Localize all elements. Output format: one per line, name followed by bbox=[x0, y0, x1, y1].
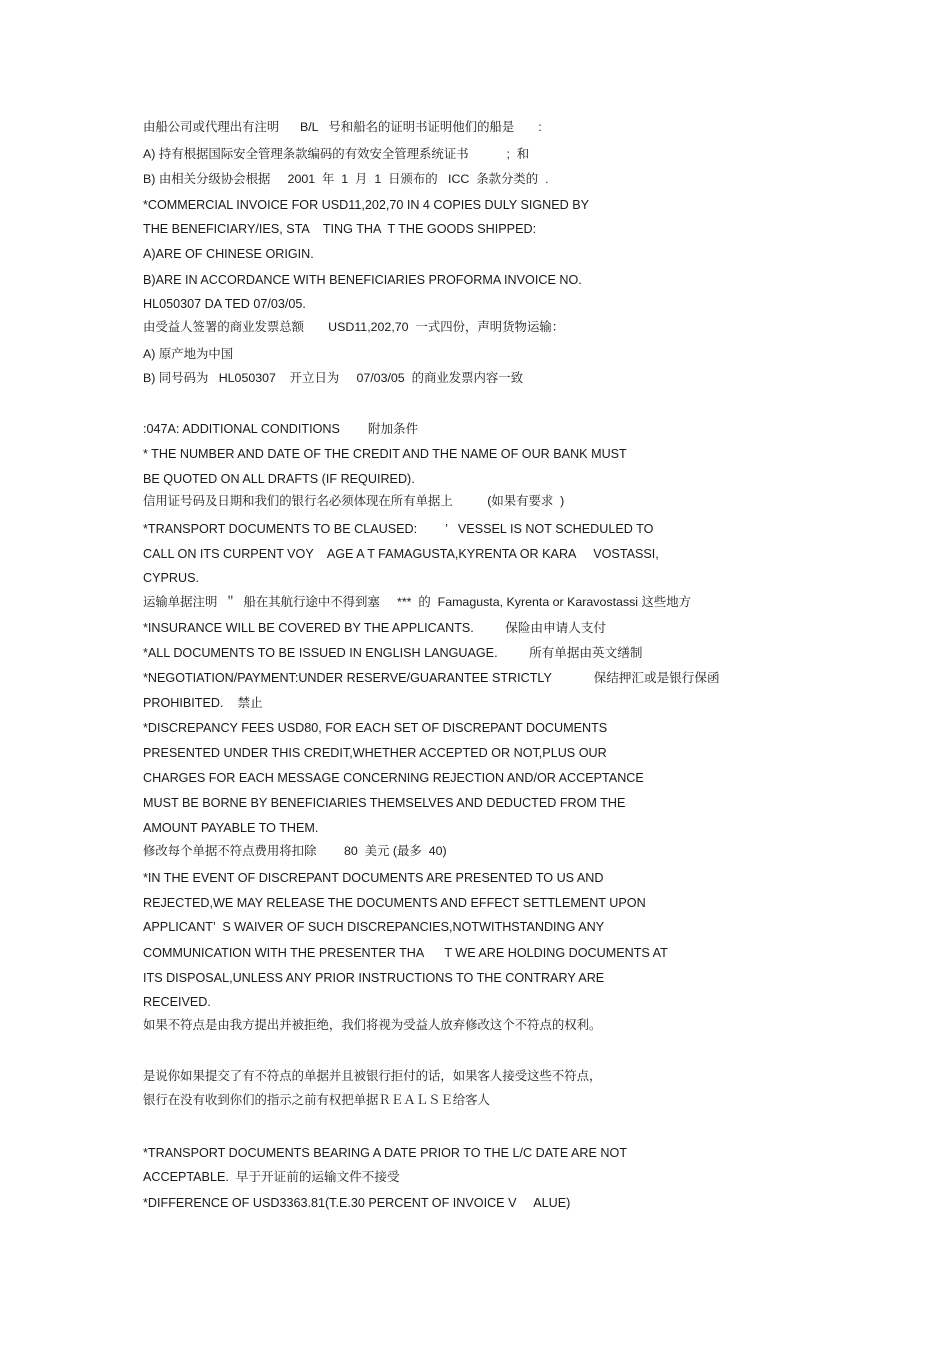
text-line: *NEGOTIATION/PAYMENT:UNDER RESERVE/GUARANTEE STRICTLY 保结押汇或是银行保函 bbox=[143, 671, 720, 685]
text-line: CALL ON ITS CURPENT VOY AGE A T FAMAGUSTA,KYRENTA OR KARA VOSTASSI, bbox=[143, 547, 659, 561]
text-line: MUST BE BORNE BY BENEFICIARIES THEMSELVES AND DEDUCTED FROM THE bbox=[143, 796, 626, 810]
text-line: 修改每个单据不符点费用将扣除 80 美元 (最多 40) bbox=[143, 844, 447, 858]
text-line: A) 持有根据国际安全管理条款编码的有效安全管理系统证书 ; 和 bbox=[143, 147, 530, 161]
text-line: PROHIBITED. 禁止 bbox=[143, 696, 263, 710]
text-line: :047A: ADDITIONAL CONDITIONS 附加条件 bbox=[143, 422, 419, 436]
text-line: 由受益人签署的商业发票总额 USD11,202,70 一式四份，声明货物运输： bbox=[143, 320, 565, 334]
text-line: 由船公司或代理出有注明 B/L 号和船名的证明书证明他们的船是 : bbox=[143, 120, 542, 134]
text-line: *ALL DOCUMENTS TO BE ISSUED IN ENGLISH LANGUAGE. 所有单据由英文缮制 bbox=[143, 646, 643, 660]
text-line: *DIFFERENCE OF USD3363.81(T.E.30 PERCENT OF INVOICE V ALUE) bbox=[143, 1196, 571, 1210]
text-line: *IN THE EVENT OF DISCREPANT DOCUMENTS ARE PRESENTED TO US AND bbox=[143, 871, 604, 885]
text-line: * THE NUMBER AND DATE OF THE CREDIT AND THE NAME OF OUR BANK MUST bbox=[143, 447, 627, 461]
text-line: ITS DISPOSAL,UNLESS ANY PRIOR INSTRUCTIONS TO THE CONTRARY ARE bbox=[143, 971, 605, 985]
text-line: RECEIVED. bbox=[143, 995, 211, 1009]
text-line: 是说你如果提交了有不符点的单据并且被银行拒付的话，如果客人接受这些不符点， bbox=[143, 1069, 602, 1083]
text-line: B) 同号码为 HL050307 开立日为 07/03/05 的商业发票内容一致 bbox=[143, 371, 524, 385]
text-line: *TRANSPORT DOCUMENTS BEARING A DATE PRIOR TO THE L/C DATE ARE NOT bbox=[143, 1146, 628, 1160]
text-line: 如果不符点是由我方提出并被拒绝，我们将视为受益人放弃修改这个不符点的权利。 bbox=[143, 1018, 602, 1032]
text-line: A) 原产地为中国 bbox=[143, 347, 234, 361]
text-line: *INSURANCE WILL BE COVERED BY THE APPLICANTS. 保险由申请人支付 bbox=[143, 621, 607, 635]
text-line: A)ARE OF CHINESE ORIGIN. bbox=[143, 247, 314, 261]
text-line: *DISCREPANCY FEES USD80, FOR EACH SET OF DISCREPANT DOCUMENTS bbox=[143, 721, 608, 735]
text-line: APPLICANT’ S WAIVER OF SUCH DISCREPANCIES,NOTWITHSTANDING ANY bbox=[143, 920, 605, 934]
text-line: *COMMERCIAL INVOICE FOR USD11,202,70 IN 4 COPIES DULY SIGNED BY bbox=[143, 198, 590, 212]
text-line: B) 由相关分级协会根据 2001 年 1 月 1 日颁布的 ICC 条款分类的 . bbox=[143, 172, 549, 186]
text-line: 运输单据注明 ＂ 船在其航行途中不得到塞 *** 的 Famagusta, Kyrenta or Karavostassi 这些地方 bbox=[143, 595, 692, 609]
text-line: *TRANSPORT DOCUMENTS TO BE CLAUSED: ’ VESSEL IS NOT SCHEDULED TO bbox=[143, 522, 654, 536]
text-line: THE BENEFICIARY/IES, STA TING THA T THE GOODS SHIPPED: bbox=[143, 222, 537, 236]
text-line: HL050307 DA TED 07/03/05. bbox=[143, 297, 306, 311]
text-line: AMOUNT PAYABLE TO THEM. bbox=[143, 821, 319, 835]
text-line: REJECTED,WE MAY RELEASE THE DOCUMENTS AND EFFECT SETTLEMENT UPON bbox=[143, 896, 646, 910]
text-line: CHARGES FOR EACH MESSAGE CONCERNING REJECTION AND/OR ACCEPTANCE bbox=[143, 771, 644, 785]
text-line: COMMUNICATION WITH THE PRESENTER THA T WE ARE HOLDING DOCUMENTS AT bbox=[143, 946, 668, 960]
text-line: 信用证号码及日期和我们的银行名必须体现在所有单据上 (如果有要求 ) bbox=[143, 494, 565, 508]
text-line: 银行在没有收到你们的指示之前有权把单据ＲＥＡＬＳＥ给客人 bbox=[143, 1093, 490, 1107]
text-line: ACCEPTABLE. 早于开证前的运输文件不接受 bbox=[143, 1170, 400, 1184]
text-line: BE QUOTED ON ALL DRAFTS (IF REQUIRED). bbox=[143, 472, 415, 486]
text-line: PRESENTED UNDER THIS CREDIT,WHETHER ACCEPTED OR NOT,PLUS OUR bbox=[143, 746, 607, 760]
text-line: CYPRUS. bbox=[143, 571, 199, 585]
text-line: B)ARE IN ACCORDANCE WITH BENEFICIARIES PROFORMA INVOICE NO. bbox=[143, 273, 582, 287]
